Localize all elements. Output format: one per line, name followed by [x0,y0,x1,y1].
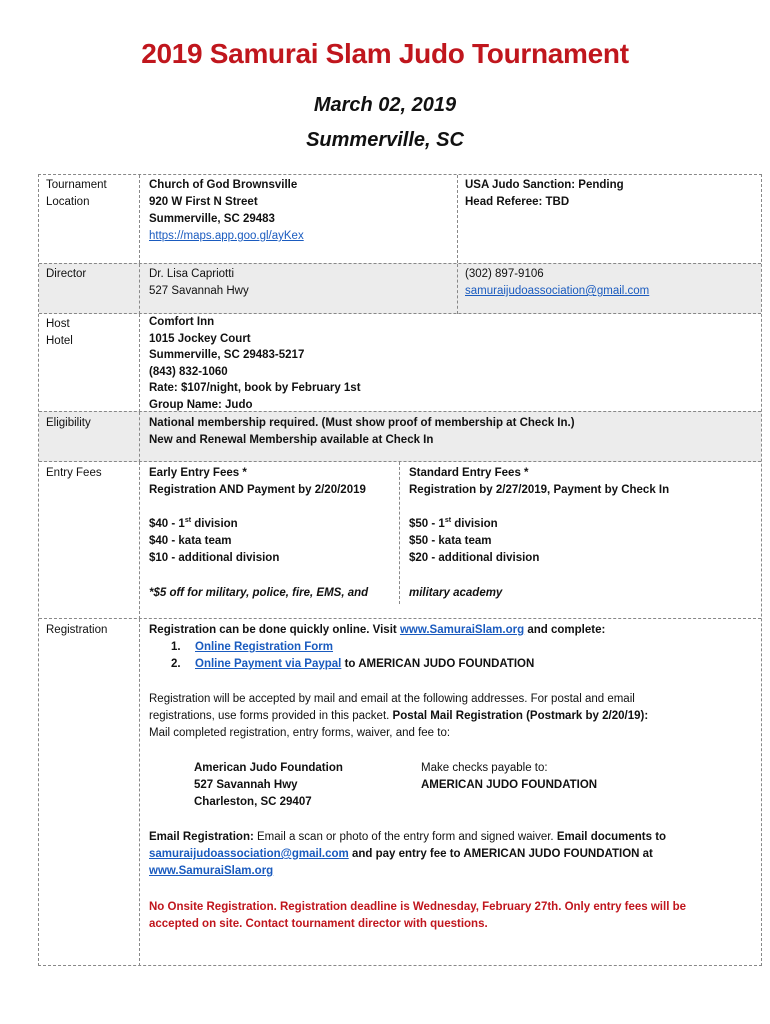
director-email-link[interactable]: samuraijudoassociation@gmail.com [465,285,650,297]
fees-row [39,461,761,619]
event-date: March 02, 2019 [313,94,457,116]
hotel-label: Host Hotel [46,318,73,347]
discount-note: *$5 off for military, police, fire, EMS, and [149,587,369,599]
director-contact: Dr. Lisa Capriotti 527 Savannah Hwy [149,268,249,297]
email-registration: Email Registration: Email a scan or photo of the entry form and signed waiver. Email documents to samuraijudoassociation@gmail.com and pay entry fee to AMERICAN JUDO FOUNDATION at www.SamuraiSlam.org [149,831,667,877]
map-link[interactable]: https://maps.app.goo.gl/ayKex [149,230,304,242]
director-phone: (302) 897-9106 [465,268,544,280]
director-row [39,263,761,314]
venue-address: Church of God Brownsville 920 W First N Street Summerville, SC 29483 [149,179,298,225]
location-row [39,175,761,263]
hotel-row [39,313,761,412]
registration-row [39,618,761,966]
registration-label: Registration [46,624,108,636]
standard-fees-header: Standard Entry Fees * Registration by 2/27/2019, Payment by Check In [409,467,670,496]
eligibility-text: National membership required. (Must show proof of membership at Check In.) New and Renewal Membership available at Check In [149,417,575,446]
online-payment-paypal-link[interactable]: Online Payment via Paypal [195,658,342,670]
samurai-slam-site-link[interactable]: www.SamuraiSlam.org [149,865,274,877]
online-steps: 1. Online Registration Form 2. Online Payment via Paypal to AMERICAN JUDO FOUNDATION [171,641,535,670]
discount-note-continued: military academy [409,587,503,599]
eligibility-label: Eligibility [46,417,91,429]
mail-instructions: Registration will be accepted by mail and email at the following addresses. For postal and email registrations, use forms provided in this packet. Postal Mail Registration (Postmark by 2/20/19): Mail completed registration, entry forms, waiver, and fee to: [149,693,649,739]
checks-payable: Make checks payable to: AMERICAN JUDO FOUNDATION [421,762,598,791]
standard-fees-list: $50 - 1st division $50 - kata team $20 - additional division [409,517,540,564]
online-registration-form-link[interactable]: Online Registration Form [195,641,334,653]
early-fees-header: Early Entry Fees * Registration AND Payment by 2/20/2019 [149,467,366,496]
samurai-slam-link[interactable]: www.SamuraiSlam.org [399,624,525,636]
event-city: Summerville, SC [306,129,464,151]
hotel-details: Comfort Inn 1015 Jockey Court Summerville, SC 29483-5217 (843) 832-1060 Rate: $107/night, book by February 1st Group Name: Judo [149,316,361,411]
online-intro: Registration can be done quickly online. Visit www.SamuraiSlam.org and complete: [149,624,606,636]
info-table [38,174,762,966]
director-label: Director [46,268,87,280]
eligibility-row [39,411,761,462]
registration-email-link[interactable]: samuraijudoassociation@gmail.com [149,848,349,860]
early-fees-list: $40 - 1st division $40 - kata team $10 - additional division [149,517,280,564]
page-title: 2019 Samurai Slam Judo Tournament [141,38,629,69]
mailing-address: American Judo Foundation 527 Savannah Hwy Charleston, SC 29407 [194,762,343,808]
sanction-info: USA Judo Sanction: Pending Head Referee: TBD [465,179,624,208]
location-label: Tournament Location [46,179,107,208]
onsite-notice: No Onsite Registration. Registration deadline is Wednesday, February 27th. Only entry fees will be accepted on site. Contact tournament director with questions. [149,901,687,930]
fees-label: Entry Fees [46,467,102,479]
